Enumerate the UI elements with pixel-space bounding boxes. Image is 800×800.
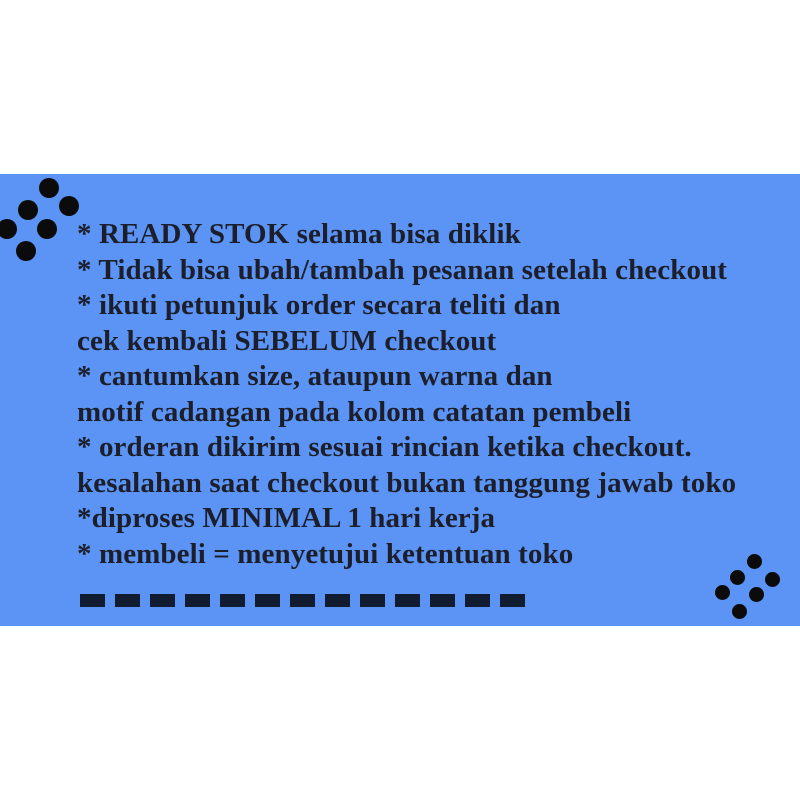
- dot-icon: [765, 572, 780, 587]
- dot-icon: [732, 604, 747, 619]
- dashed-divider-icon: [80, 594, 525, 607]
- dot-icon: [715, 585, 730, 600]
- dot-icon: [39, 178, 59, 198]
- dot-icon: [16, 241, 36, 261]
- dot-icon: [18, 200, 38, 220]
- rule-line: * Tidak bisa ubah/tambah pesanan setelah checkout: [77, 253, 728, 286]
- dot-icon: [59, 196, 79, 216]
- rule-line: * orderan dikirim sesuai rincian ketika checkout.: [77, 431, 692, 463]
- dot-icon: [0, 219, 17, 239]
- rule-line: * READY STOK selama bisa diklik: [77, 218, 521, 250]
- dot-icon: [730, 570, 745, 585]
- rule-line: * ikuti petunjuk order secara teliti dan: [77, 289, 561, 321]
- rule-line: cek kembali SEBELUM checkout: [77, 324, 497, 357]
- dot-icon: [747, 554, 762, 569]
- rule-line: * membeli = menyetujui ketentuan toko: [77, 537, 574, 570]
- store-rules-text: [77, 217, 797, 572]
- rule-line: kesalahan saat checkout bukan tanggung jawab toko: [77, 466, 737, 499]
- rule-line: *diproses MINIMAL 1 hari kerja: [77, 502, 496, 534]
- blue-banner: [0, 174, 800, 626]
- rule-line: motif cadangan pada kolom catatan pembeli: [77, 395, 632, 428]
- dot-icon: [749, 587, 764, 602]
- dot-icon: [37, 219, 57, 239]
- rule-line: * cantumkan size, ataupun warna dan: [77, 360, 553, 392]
